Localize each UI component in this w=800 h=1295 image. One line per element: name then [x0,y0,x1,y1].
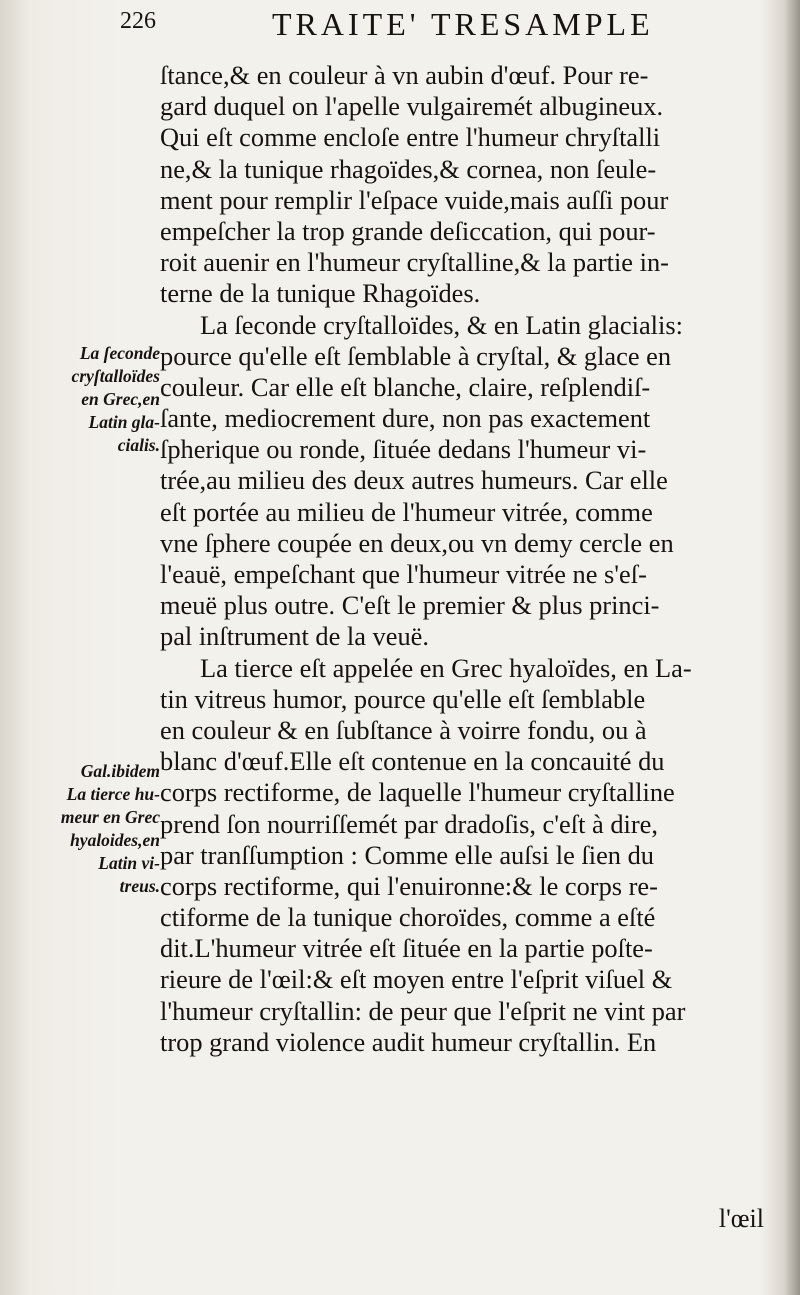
text-line: pal inſtrument de la veuë. [160,621,429,652]
text-line: trée,au milieu des deux autres humeurs. Car elle [160,465,668,496]
margin-note-line: treus. [119,876,160,896]
text-line: Qui eſt comme encloſe entre l'humeur chryſtalli [160,122,661,153]
page-header [120,6,780,50]
margin-note-line: hyaloides,en [70,830,160,850]
text-line: ctiforme de la tunique choroïdes, comme a eſté [160,902,656,933]
text-line: terne de la tunique Rhagoïdes. [160,278,481,309]
text-line: couleur. Car elle eſt blanche, claire, reſplendiſ- [160,371,651,402]
margin-note-line: Latin gla- [88,412,160,432]
text-line: ſante, mediocrement dure, non pas exactement [160,403,651,434]
margin-note-line: meur en Grec [60,807,160,827]
margin-note-line: en Grec,en [81,389,160,409]
text-line: blanc d'œuf.Elle eſt contenue en la concauité du [160,746,665,777]
margin-note-line: La ſeconde [79,343,160,363]
show-through-text [78,60,148,220]
text-line: ſpherique ou ronde, ſituée dedans l'humeur vi- [160,434,647,465]
text-line: prend ſon nourriſſemét par dradoſis, c'eſt à dire, [160,808,658,839]
page-gutter-shadow [784,0,800,1295]
text-line: pource qu'elle eſt ſemblable à cryſtal, & glace en [160,340,672,371]
text-line: gard duquel on l'apelle vulgairemét albugineux. [160,91,664,122]
text-line: trop grand violence audit humeur cryſtallin. En [160,1026,657,1057]
text-line: par tranſſumption : Comme elle auſsi le ſien du [160,839,654,870]
text-line: roit auenir en l'humeur cryſtalline,& la partie in- [160,247,669,278]
main-text-block [160,60,770,1058]
text-line: ne,& la tunique rhagoïdes,& cornea, non ſeule- [160,153,657,184]
margin-note-line: cialis. [117,435,160,455]
text-line: corps rectiforme, de laquelle l'humeur cryſtalline [160,777,675,808]
text-line: La ſeconde cryſtalloïdes, & en Latin glacialis: [200,309,683,340]
text-line: ſtance,& en couleur à vn aubin d'œuf. Pour re- [160,60,649,90]
text-line: dit.L'humeur vitrée eſt ſituée en la partie poſte- [160,933,653,964]
text-line: rieure de l'œil:& eſt moyen entre l'eſprit viſuel & [160,964,673,995]
text-line: vne ſphere coupée en deux,ou vn demy cercle en [160,527,674,558]
page-number: 226 [120,8,156,34]
text-line: tin vitreus humor, pource qu'elle eſt ſemblable [160,683,646,714]
margin-note-line: Latin vi- [98,853,160,873]
margin-note-line: cryſtalloïdes [71,366,160,386]
margin-note-seconde [40,342,160,457]
text-line: l'humeur cryſtallin: de peur que l'eſprit ne vint par [160,995,686,1026]
text-line: empeſcher la trop grande deſiccation, qui pour- [160,215,656,246]
margin-note-line: La tierce hu- [66,784,160,804]
catchword: l'œil [718,1204,764,1233]
text-line: ment pour remplir l'eſpace vuide,mais auſſi pour [160,184,669,215]
text-line: eſt portée au milieu de l'humeur vitrée, comme [160,496,653,527]
text-line: La tierce eſt appelée en Grec hyaloïdes, en La- [200,652,692,683]
running-title: TRAITE' TRESAMPLE [272,6,654,42]
text-line: en couleur & en ſubſtance à voirre fondu, ou à [160,714,647,745]
margin-note-tierce [40,760,160,898]
text-line: meuë plus outre. C'eſt le premier & plus princi- [160,590,660,621]
margin-note-line: Gal.ibidem [80,761,160,781]
text-line: l'eauë, empeſchant que l'humeur vitrée ne s'eſ- [160,559,647,589]
text-line: corps rectiforme, qui l'enuironne:& le corps re- [160,870,658,901]
